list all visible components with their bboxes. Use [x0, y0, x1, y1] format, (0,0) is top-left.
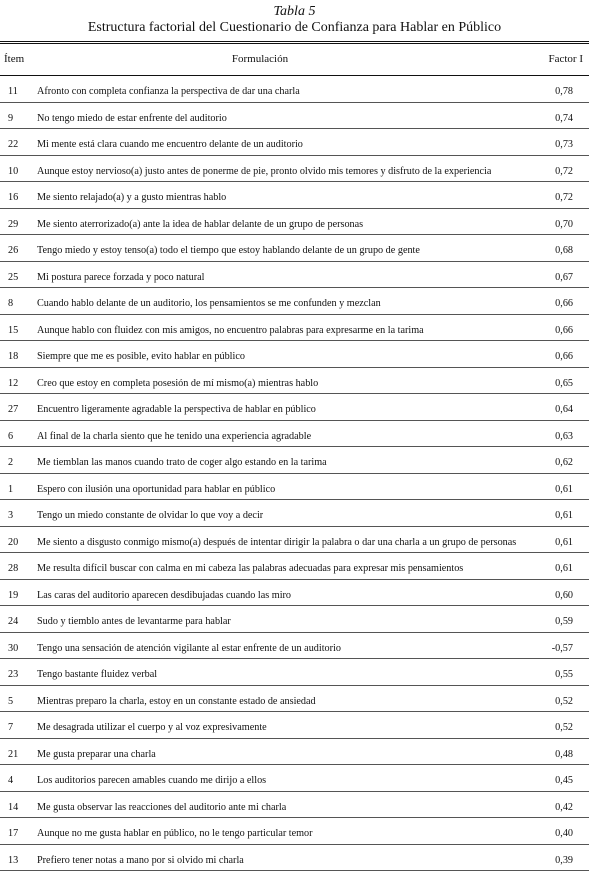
- row-item-number: 17: [8, 828, 19, 839]
- table-row: [0, 288, 589, 315]
- table-row: [0, 659, 589, 686]
- row-item-number: 2: [8, 457, 14, 468]
- row-item-number: 11: [8, 86, 18, 97]
- table-row: [0, 818, 589, 845]
- table-caption-subtitle: Estructura factorial del Cuestionario de Confianza para Hablar en Público: [87, 20, 502, 35]
- row-item-number: 4: [8, 775, 14, 786]
- row-formulation: Me resulta difícil buscar con calma en mi cabeza las palabras adecuadas para expresar mis pensamientos: [37, 563, 464, 574]
- row-formulation: Afronto con completa confianza la perspectiva de dar una charla: [37, 86, 300, 97]
- table-row: [0, 156, 589, 183]
- table-row: [0, 580, 589, 607]
- row-formulation: Aunque hablo con fluidez con mis amigos, no encuentro palabras para expresarme en la tarima: [37, 324, 424, 336]
- header-item: Ítem: [4, 53, 25, 65]
- table-header: [0, 44, 589, 76]
- table-row: [0, 527, 589, 554]
- row-item-number: 19: [8, 589, 19, 601]
- row-item-number: 20: [8, 536, 19, 548]
- row-factor-loading: 0,55: [555, 669, 573, 680]
- row-factor-loading: 0,48: [555, 748, 573, 760]
- table-row: [0, 474, 589, 501]
- table-row: [0, 76, 589, 103]
- table-row: [0, 845, 589, 872]
- table-row: [0, 765, 589, 792]
- row-factor-loading: 0,66: [555, 324, 573, 336]
- row-factor-loading: -0,57: [551, 642, 573, 654]
- table-row: [0, 686, 589, 713]
- row-factor-loading: 0,45: [555, 775, 573, 786]
- table-row: [0, 792, 589, 819]
- row-item-number: 16: [8, 192, 19, 203]
- row-factor-loading: 0,62: [555, 457, 573, 468]
- row-factor-loading: 0,64: [555, 404, 573, 415]
- row-item-number: 7: [8, 722, 14, 733]
- row-item-number: 3: [8, 510, 14, 521]
- table-row: [0, 315, 589, 342]
- row-item-number: 8: [8, 298, 14, 309]
- table-row: [0, 447, 589, 474]
- row-formulation: Espero con ilusión una oportunidad para hablar en público: [37, 483, 276, 495]
- row-formulation: Las caras del auditorio aparecen desdibujadas cuando las miro: [37, 589, 292, 601]
- row-item-number: 13: [8, 854, 19, 866]
- row-factor-loading: 0,61: [555, 563, 573, 574]
- row-factor-loading: 0,74: [555, 112, 573, 124]
- row-item-number: 5: [8, 695, 14, 707]
- row-formulation: Los auditorios parecen amables cuando me dirijo a ellos: [37, 775, 267, 786]
- row-factor-loading: 0,68: [555, 245, 573, 256]
- row-factor-loading: 0,42: [555, 801, 573, 813]
- header-formulation: Formulación: [231, 53, 289, 65]
- row-formulation: Me siento aterrorizado(a) ante la idea de hablar delante de un grupo de personas: [37, 218, 364, 230]
- table-row: [0, 262, 589, 289]
- table-row: [0, 209, 589, 236]
- row-item-number: 18: [8, 351, 19, 362]
- row-formulation: Mientras preparo la charla, estoy en un constante estado de ansiedad: [37, 695, 316, 707]
- row-item-number: 22: [8, 139, 19, 150]
- row-item-number: 24: [8, 616, 19, 627]
- row-factor-loading: 0,60: [555, 589, 573, 601]
- table-row: [0, 421, 589, 448]
- row-formulation: Me siento a disgusto conmigo mismo(a) después de intentar dirigir la palabra o dar una charla a un grupo de personas: [37, 536, 517, 548]
- row-item-number: 26: [8, 245, 19, 256]
- row-factor-loading: 0,66: [555, 351, 573, 362]
- row-item-number: 15: [8, 324, 19, 336]
- row-factor-loading: 0,73: [555, 139, 573, 150]
- table-row: [0, 182, 589, 209]
- row-factor-loading: 0,72: [555, 192, 573, 203]
- table-row: [0, 341, 589, 368]
- row-item-number: 9: [8, 112, 14, 124]
- row-item-number: 12: [8, 377, 19, 389]
- row-factor-loading: 0,61: [555, 536, 573, 548]
- table-row: [0, 235, 589, 262]
- row-formulation: Me gusta preparar una charla: [37, 748, 156, 760]
- row-item-number: 23: [8, 669, 19, 680]
- row-formulation: Me desagrada utilizar el cuerpo y al voz expresivamente: [37, 722, 267, 733]
- row-formulation: Me gusta observar las reacciones del auditorio ante mi charla: [37, 801, 287, 813]
- row-item-number: 1: [8, 483, 14, 495]
- row-item-number: 29: [8, 218, 19, 230]
- row-factor-loading: 0,70: [555, 218, 573, 230]
- row-formulation: Creo que estoy en completa posesión de mí mismo(a) mientras hablo: [37, 377, 319, 389]
- row-factor-loading: 0,52: [555, 722, 573, 733]
- row-factor-loading: 0,72: [555, 165, 573, 177]
- table-row: [0, 129, 589, 156]
- row-formulation: Tengo un miedo constante de olvidar lo que voy a decir: [37, 510, 264, 521]
- row-factor-loading: 0,67: [555, 271, 573, 283]
- row-item-number: 27: [8, 404, 19, 415]
- row-factor-loading: 0,66: [555, 298, 573, 309]
- row-factor-loading: 0,59: [555, 616, 573, 627]
- table-row: [0, 368, 589, 395]
- row-formulation: Sudo y tiemblo antes de levantarme para hablar: [37, 616, 231, 627]
- row-factor-loading: 0,52: [555, 695, 573, 707]
- table-row: [0, 394, 589, 421]
- row-factor-loading: 0,61: [555, 510, 573, 521]
- table-caption-title: Tabla 5: [273, 4, 316, 19]
- table-top-rule: [0, 41, 589, 42]
- table-row: [0, 553, 589, 580]
- row-formulation: Aunque no me gusta hablar en público, no le tengo particular temor: [37, 828, 313, 839]
- row-factor-loading: 0,78: [555, 86, 573, 97]
- table-row: [0, 712, 589, 739]
- row-formulation: Me tiemblan las manos cuando trato de coger algo estando en la tarima: [37, 457, 327, 468]
- row-formulation: No tengo miedo de estar enfrente del auditorio: [37, 112, 227, 124]
- row-item-number: 21: [8, 748, 19, 760]
- row-formulation: Tengo bastante fluidez verbal: [37, 669, 158, 680]
- row-factor-loading: 0,63: [555, 430, 573, 442]
- row-factor-loading: 0,39: [555, 854, 573, 866]
- row-item-number: 6: [8, 430, 14, 442]
- row-factor-loading: 0,61: [555, 483, 573, 495]
- row-item-number: 25: [8, 271, 19, 283]
- row-formulation: Mi mente está clara cuando me encuentro delante de un auditorio: [37, 139, 303, 150]
- row-formulation: Me siento relajado(a) y a gusto mientras hablo: [37, 192, 227, 203]
- table-row: [0, 103, 589, 130]
- row-formulation: Tengo una sensación de atención vigilante al estar enfrente de un auditorio: [37, 642, 341, 654]
- row-factor-loading: 0,65: [555, 377, 573, 389]
- table-body: [0, 76, 589, 871]
- row-item-number: 10: [8, 165, 19, 177]
- row-formulation: Cuando hablo delante de un auditorio, los pensamientos se me confunden y mezclan: [37, 298, 381, 309]
- row-formulation: Siempre que me es posible, evito hablar en público: [37, 351, 245, 362]
- row-formulation: Mi postura parece forzada y poco natural: [37, 271, 205, 283]
- table-row: [0, 739, 589, 766]
- row-formulation: Aunque estoy nervioso(a) justo antes de ponerme de pie, pronto olvido mis temores y disfruto de la experiencia: [37, 165, 492, 177]
- row-item-number: 28: [8, 563, 19, 574]
- row-formulation: Encuentro ligeramente agradable la perspectiva de hablar en público: [37, 404, 316, 415]
- table-row: [0, 606, 589, 633]
- table-row: [0, 633, 589, 660]
- header-factor: Factor I: [548, 53, 583, 65]
- row-factor-loading: 0,40: [555, 828, 573, 839]
- row-formulation: Al final de la charla siento que he tenido una experiencia agradable: [37, 430, 312, 442]
- row-item-number: 14: [8, 801, 19, 813]
- table-row: [0, 500, 589, 527]
- row-item-number: 30: [8, 642, 19, 654]
- row-formulation: Prefiero tener notas a mano por si olvido mi charla: [37, 854, 244, 866]
- row-formulation: Tengo miedo y estoy tenso(a) todo el tiempo que estoy hablando delante de un grupo de gente: [37, 245, 420, 256]
